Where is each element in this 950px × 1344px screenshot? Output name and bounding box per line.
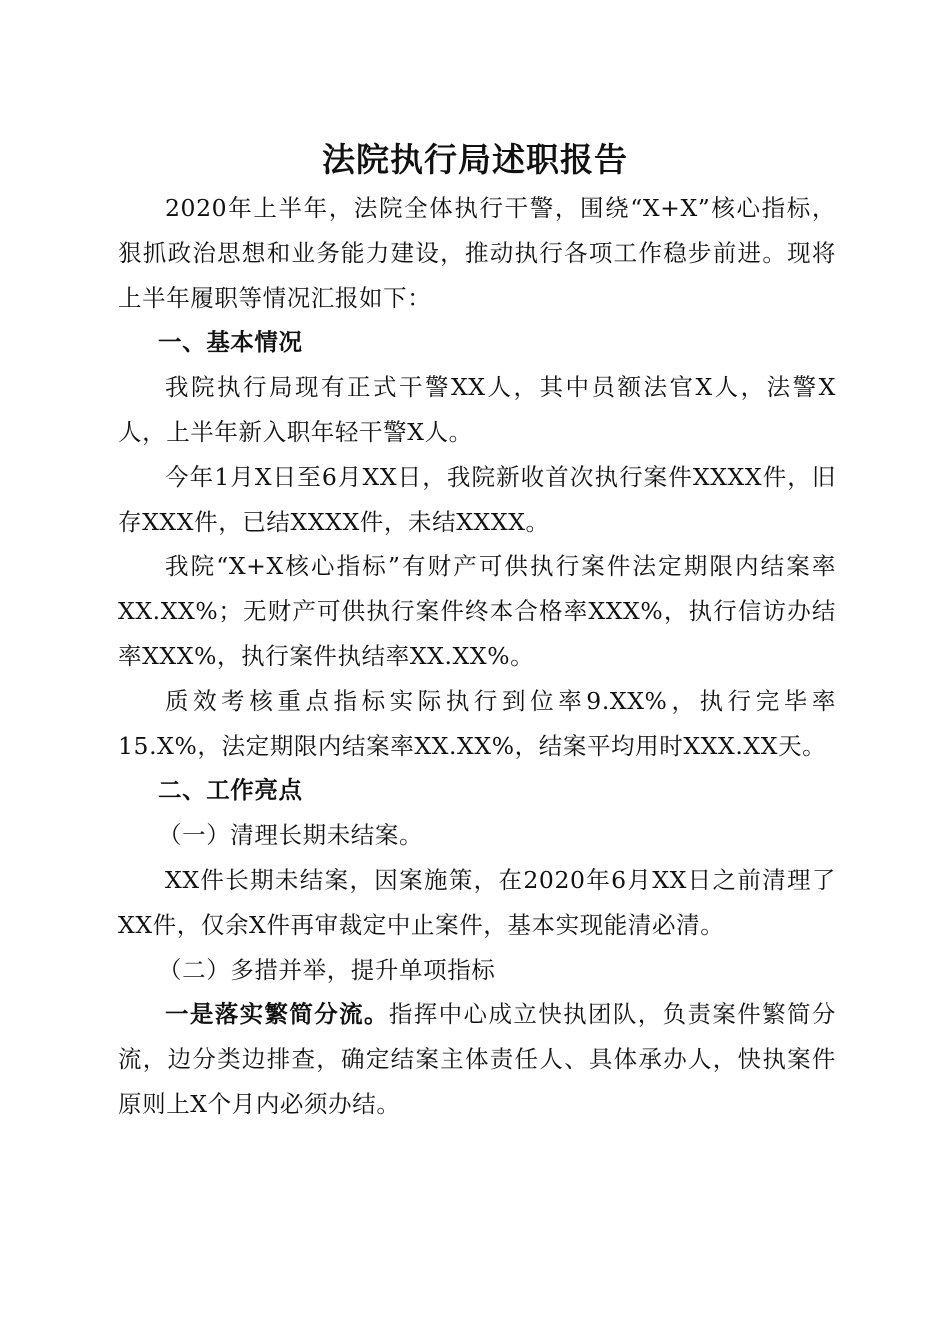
paragraph-core-indicators: 我院“X+X核心指标”有财产可供执行案件法定期限内结案率XX.XX%；无财产可供执行案件终本合格率XXX%，执行信访办结率XXX%，执行案件执结率XX.XX%。 [118, 552, 836, 670]
paragraph-long-pending: XX件长期未结案，因案施策，在2020年6月XX日之前清理了XX件，仅余X件再审裁定中止案件，基本实现能清必清。 [118, 865, 836, 939]
section-heading-highlights: 二、工作亮点 [158, 776, 303, 805]
document-title: 法院执行局述职报告 [322, 140, 628, 179]
document-body [118, 186, 836, 1127]
paragraph-quality-indicators: 质效考核重点指标实际执行到位率9.XX%，执行完毕率15.X%，法定期限内结案率XX.XX%，结案平均用时XXX.XX天。 [118, 686, 836, 760]
subheading-measures: （二）多措并举，提升单项指标 [158, 955, 496, 984]
paragraph-diversion-text: 指挥中心成立快执团队，负责案件繁简分流，边分类边排查，确定结案主体责任人、具体承办人，快执案件原则上X个月内必须办结。 [118, 1000, 836, 1118]
section-heading-basic-info: 一、基本情况 [158, 328, 303, 357]
paragraph-lead-phrase: 一是落实繁简分流。 [165, 1000, 389, 1029]
intro-paragraph: 2020年上半年，法院全体执行干警，围绕“X+X”核心指标，狠抓政治思想和业务能力建设，推动执行各项工作稳步前进。现将上半年履职等情况汇报如下： [118, 194, 836, 312]
paragraph-staff: 我院执行局现有正式干警XX人，其中员额法官X人，法警X人，上半年新入职年轻干警X人。 [118, 373, 836, 446]
paragraph-cases: 今年1月X日至6月XX日，我院新收首次执行案件XXXX件，旧存XXX件，已结XXXX件，未结XXXX。 [118, 462, 836, 536]
subheading-long-pending: （一）清理长期未结案。 [158, 821, 424, 850]
paragraph-diversion [118, 992, 836, 1126]
